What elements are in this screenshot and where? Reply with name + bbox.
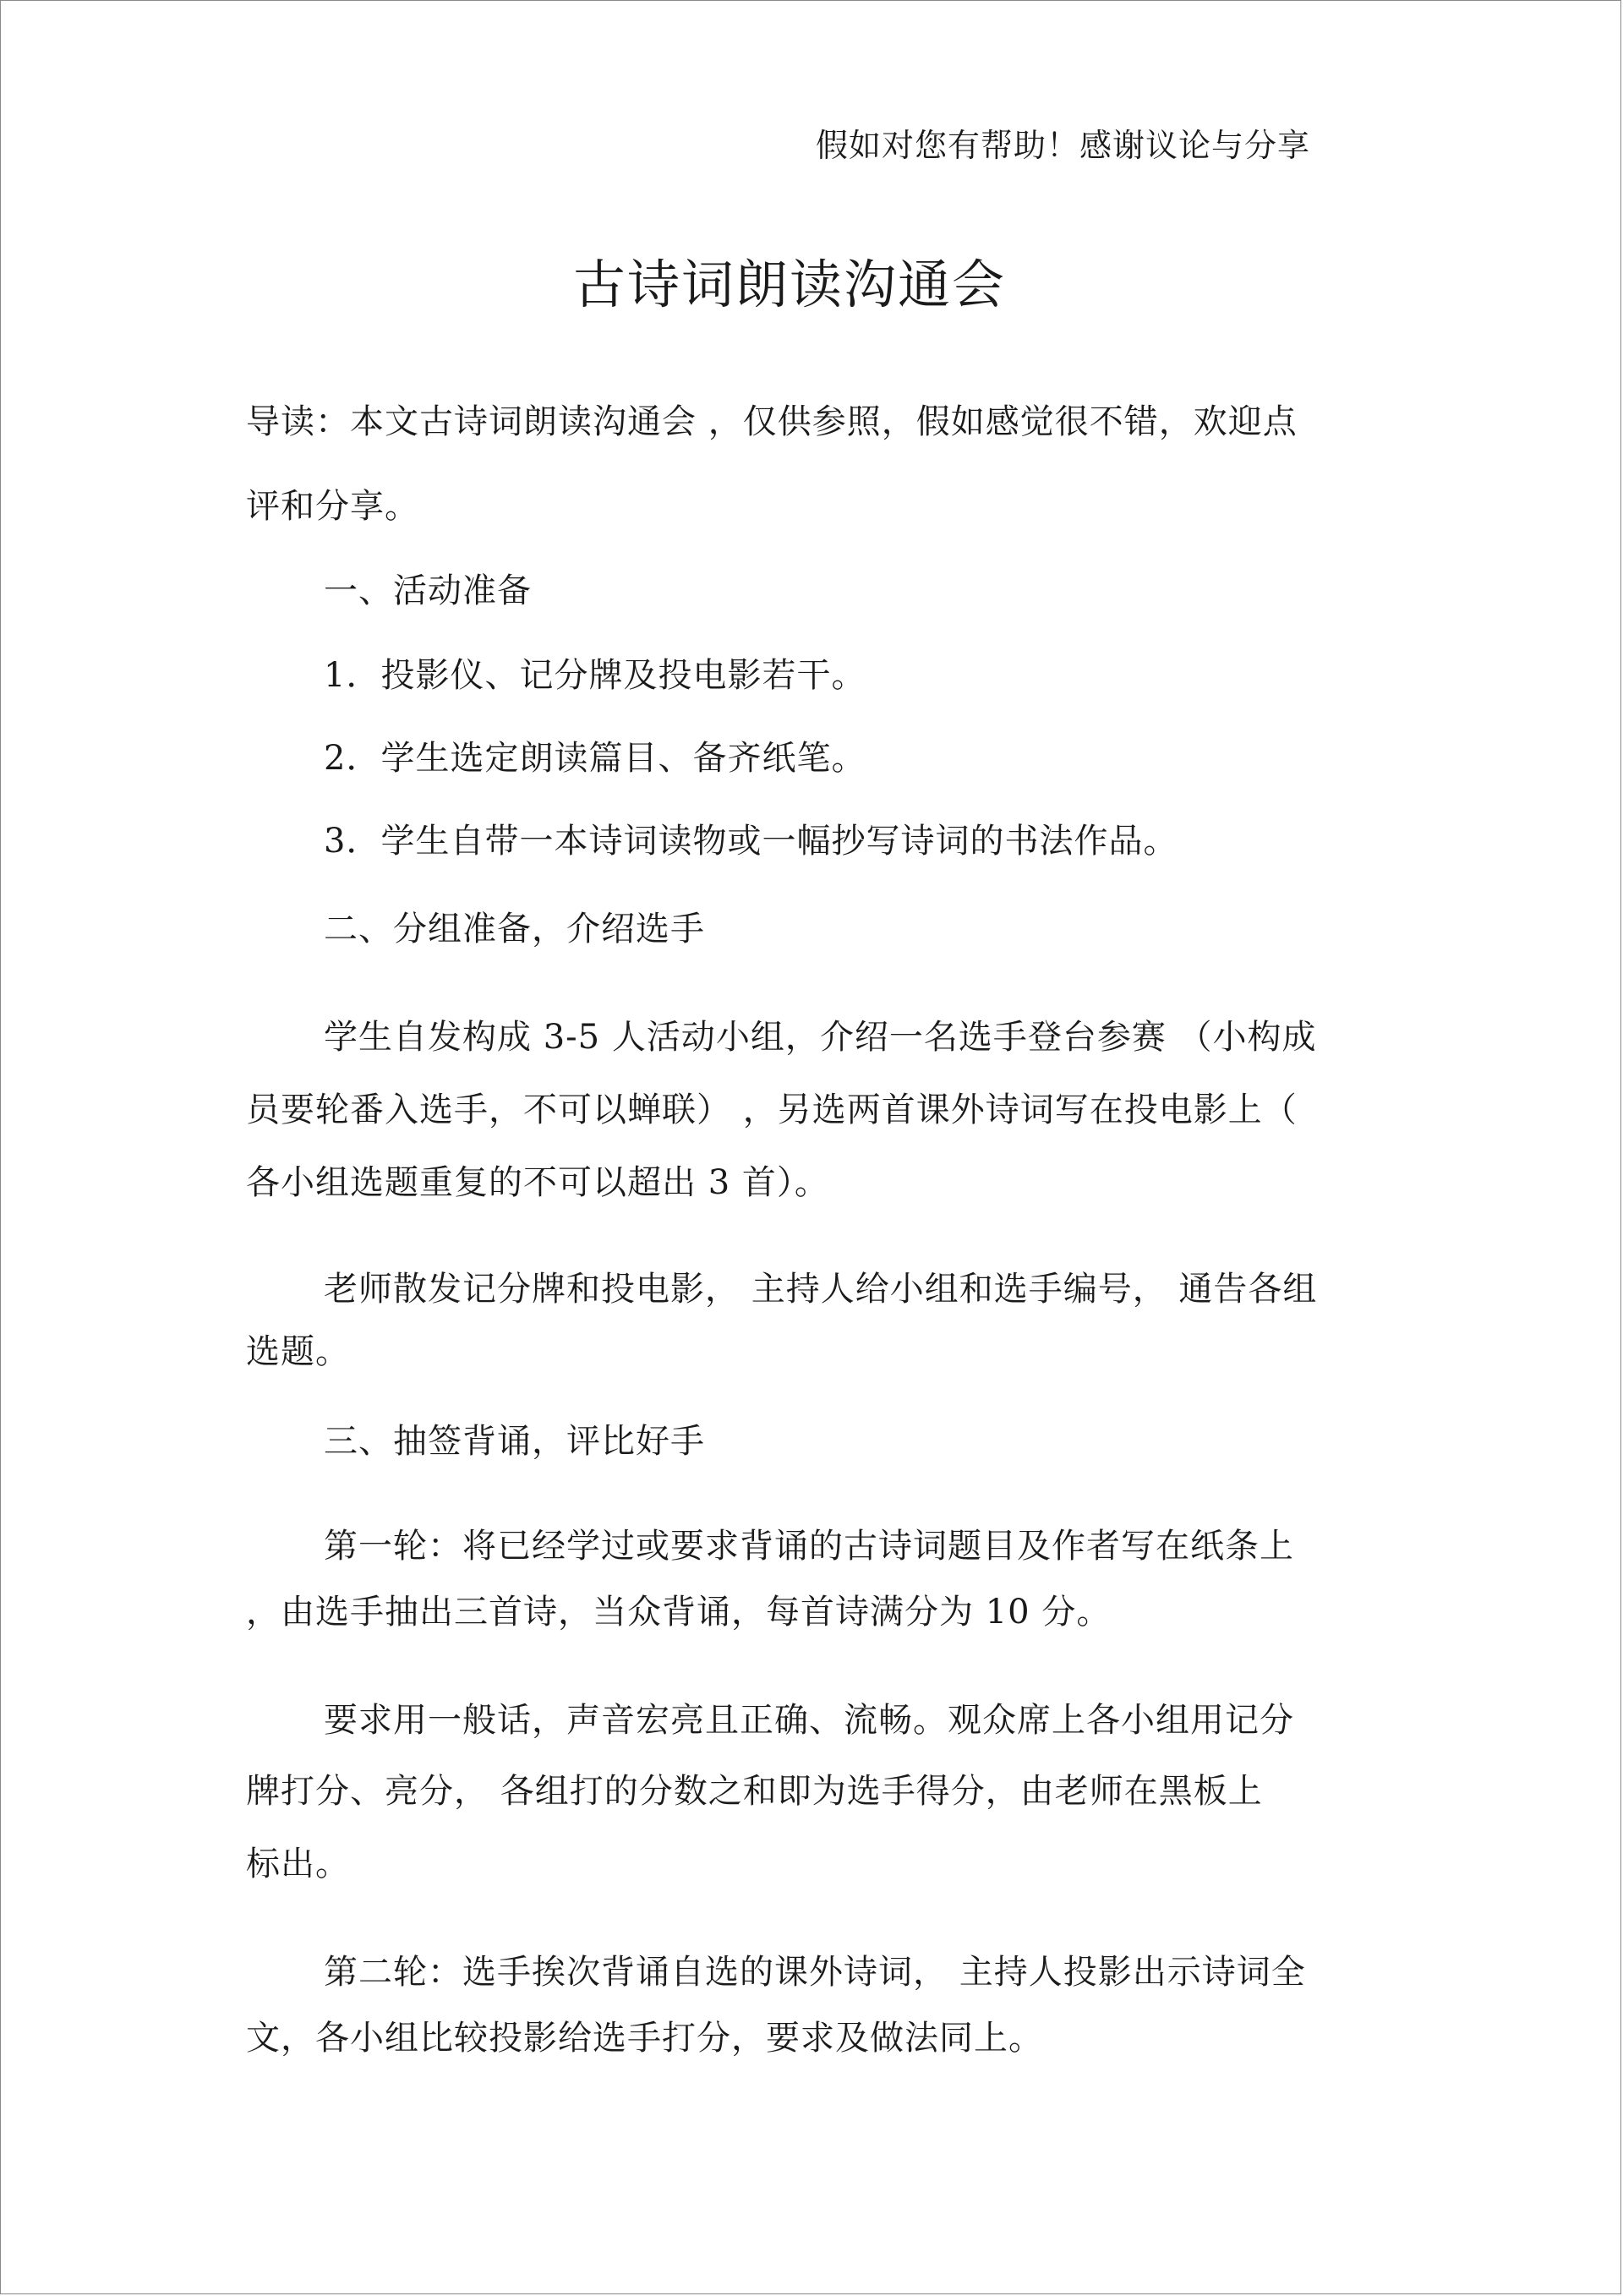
body-line: 第二轮：选手挨次背诵自选的课外诗词， 主持人投影出示诗词全 [324, 1953, 1306, 1992]
body-line: 学生自发构成 3-5 人活动小组，介绍一名选手登台参赛 （小构成 [324, 1018, 1317, 1057]
list-item: 3．学生自带一本诗词读物或一幅抄写诗词的书法作品。 [324, 822, 1178, 861]
document-title: 古诗词朗读沟通会 [572, 254, 1006, 315]
section-heading: 一、活动准备 [324, 571, 532, 610]
body-line: 选题。 [246, 1332, 350, 1371]
body-line: 评和分享。 [246, 487, 419, 526]
body-line: ，由选手抽出三首诗，当众背诵，每首诗满分为 10 分。 [246, 1593, 1112, 1632]
body-line: 第一轮：将已经学过或要求背诵的古诗词题目及作者写在纸条上 [324, 1527, 1294, 1566]
body-line: 文，各小组比较投影给选手打分，要求及做法同上。 [246, 2019, 1043, 2058]
body-line: 老师散发记分牌和投电影， 主持人给小组和选手编号， 通告各组 [324, 1270, 1318, 1309]
body-line: 员要轮番入选手，不可以蝉联） ，另选两首课外诗词写在投电影上（ [246, 1091, 1298, 1129]
body-line: 牌打分、亮分， 各组打的分数之和即为选手得分，由老师在黑板上 [246, 1772, 1263, 1811]
section-heading: 三、抽签背诵，评比好手 [324, 1422, 705, 1461]
body-line: 要求用一般话，声音宏亮且正确、流畅。观众席上各小组用记分 [324, 1701, 1294, 1740]
body-line: 导读：本文古诗词朗读沟通会 ，仅供参照，假如感觉很不错，欢迎点 [246, 402, 1298, 441]
header-note: 假如对您有帮助！感谢议论与分享 [815, 127, 1310, 164]
section-heading: 二、分组准备，介绍选手 [324, 910, 705, 948]
body-line: 标出。 [246, 1845, 350, 1883]
body-line: 各小组选题重复的不可以超出 3 首）。 [246, 1163, 829, 1202]
list-item: 1．投影仪、记分牌及投电影若干。 [324, 656, 866, 695]
list-item: 2．学生选定朗读篇目、备齐纸笔。 [324, 739, 866, 778]
